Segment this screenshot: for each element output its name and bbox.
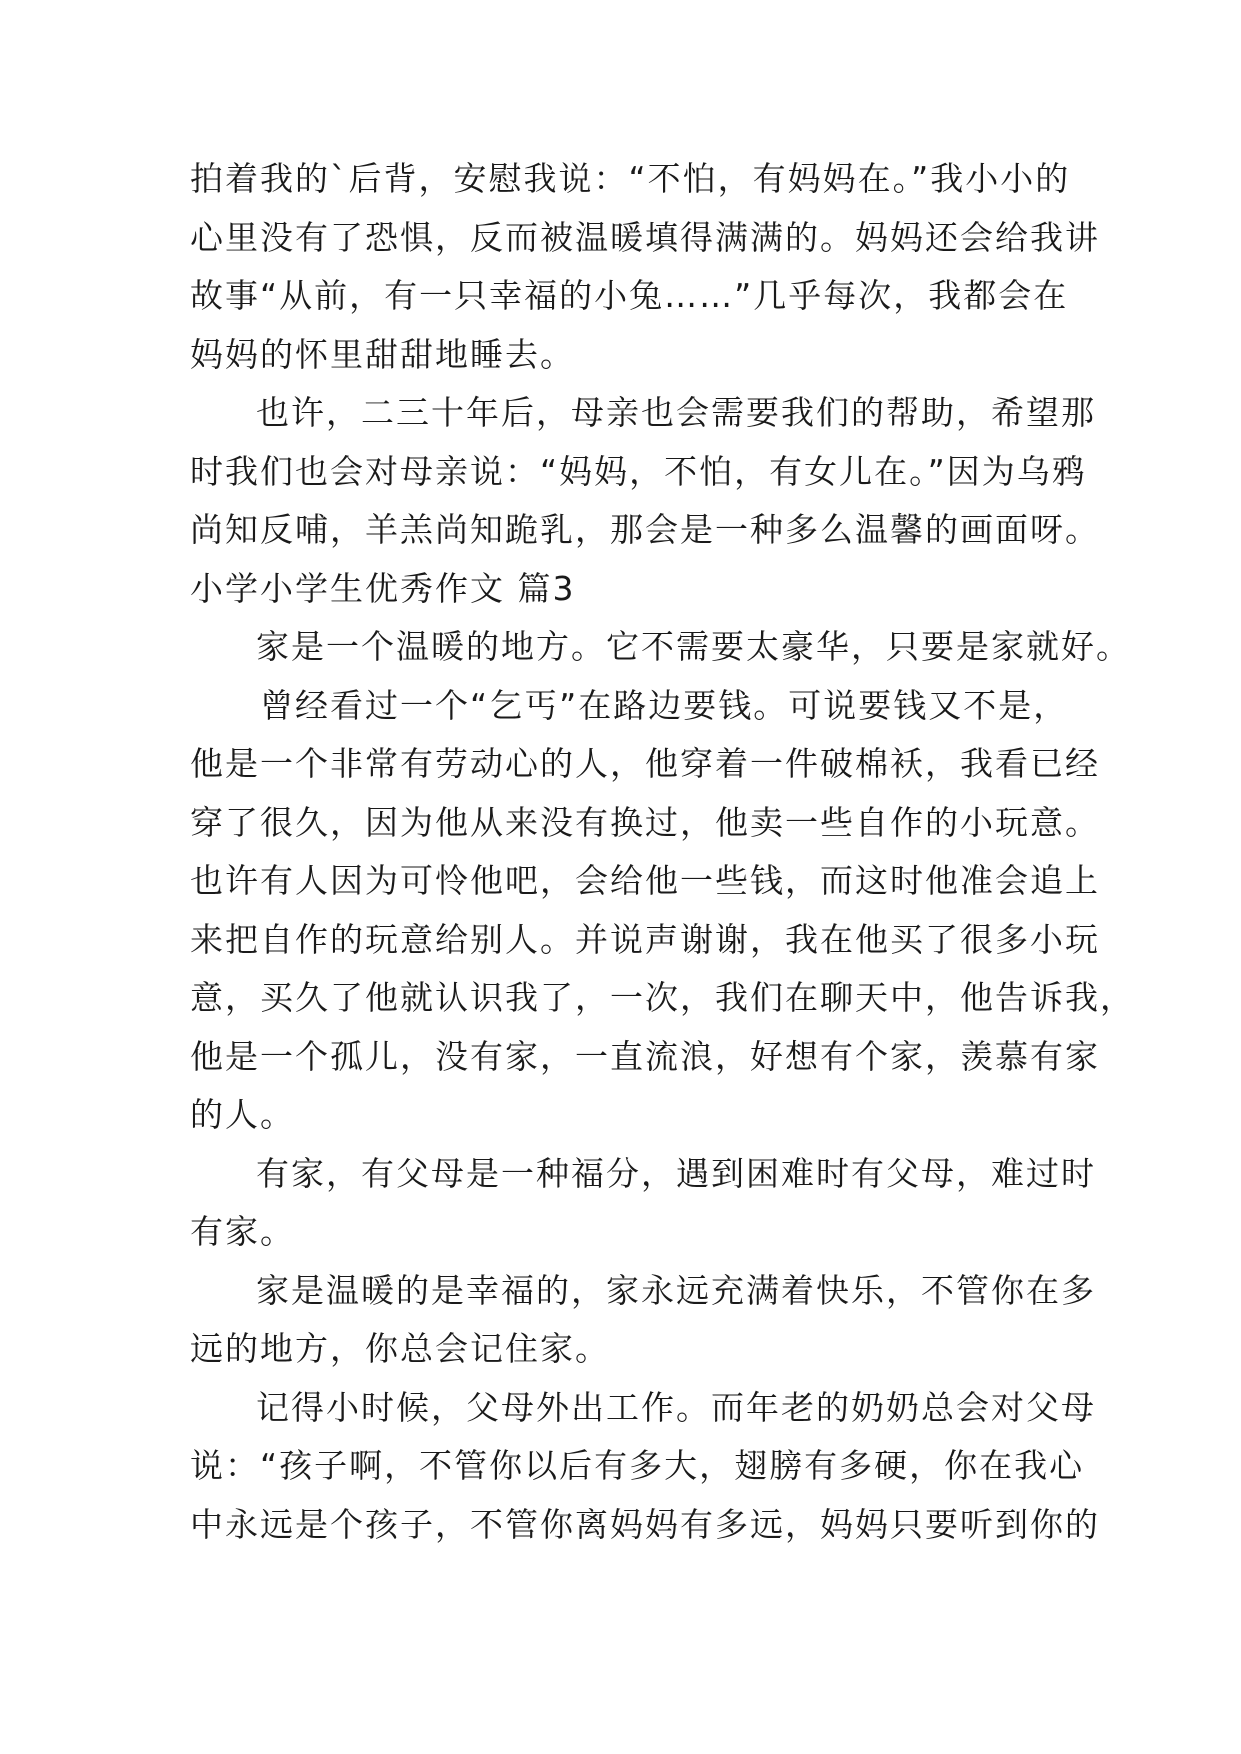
text-line: 妈妈的怀里甜甜地睡去。 (190, 334, 575, 374)
text-line: 尚知反哺，羊羔尚知跪乳，那会是一种多么温馨的画面呀。 (190, 510, 1100, 549)
essay-text (190, 150, 1135, 1554)
paragraph-start-line: 曾经看过一个“乞丐”在路边要钱。可说要钱又不是， (260, 685, 1069, 725)
paragraph-start-line: 家是一个温暖的地方。它不需要太豪华，只要是家就好。 (256, 627, 1131, 666)
text-line: 拍着我的`后背，安慰我说：“不怕，有妈妈在。”我小小的 (190, 159, 1071, 198)
text-line: 有家。 (190, 1212, 295, 1251)
section-heading: 小学小学生优秀作文 篇3 (190, 568, 576, 608)
text-line: 心里没有了恐惧，反而被温暖填得满满的。妈妈还会给我讲 (190, 217, 1100, 257)
text-line: 来把自作的玩意给别人。并说声谢谢，我在他买了很多小玩 (190, 919, 1100, 959)
text-line: 远的地方，你总会记住家。 (190, 1329, 610, 1368)
text-line: 意，买久了他就认识我了，一次，我们在聊天中，他告诉我， (190, 978, 1135, 1017)
text-line: 他是一个孤儿，没有家，一直流浪，好想有个家，羡慕有家 (190, 1036, 1100, 1076)
text-line: 也许有人因为可怜他吧，会给他一些钱，而这时他准会追上 (190, 861, 1100, 900)
paragraph-start-line: 记得小时候，父母外出工作。而年老的奶奶总会对父母 (256, 1387, 1096, 1427)
paragraph-start-line: 有家，有父母是一种福分，遇到困难时有父母，难过时 (256, 1153, 1096, 1193)
text-line: 中永远是个孩子，不管你离妈妈有多远，妈妈只要听到你的 (190, 1504, 1100, 1544)
text-line: 他是一个非常有劳动心的人，他穿着一件破棉袄，我看已经 (190, 744, 1100, 783)
text-line: 穿了很久，因为他从来没有换过，他卖一些自作的小玩意。 (190, 802, 1100, 842)
text-line: 时我们也会对母亲说：“妈妈，不怕，有女儿在。”因为乌鸦 (190, 451, 1087, 491)
text-line: 说：“孩子啊，不管你以后有多大，翅膀有多硬，你在我心 (190, 1446, 1085, 1485)
text-line: 故事“从前，有一只幸福的小兔……”几乎每次，我都会在 (190, 276, 1069, 315)
text-line: 的人。 (190, 1095, 295, 1134)
paragraph-start-line: 家是温暖的是幸福的，家永远充满着快乐，不管你在多 (256, 1270, 1096, 1310)
paragraph-start-line: 也许，二三十年后，母亲也会需要我们的帮助，希望那 (256, 393, 1096, 432)
